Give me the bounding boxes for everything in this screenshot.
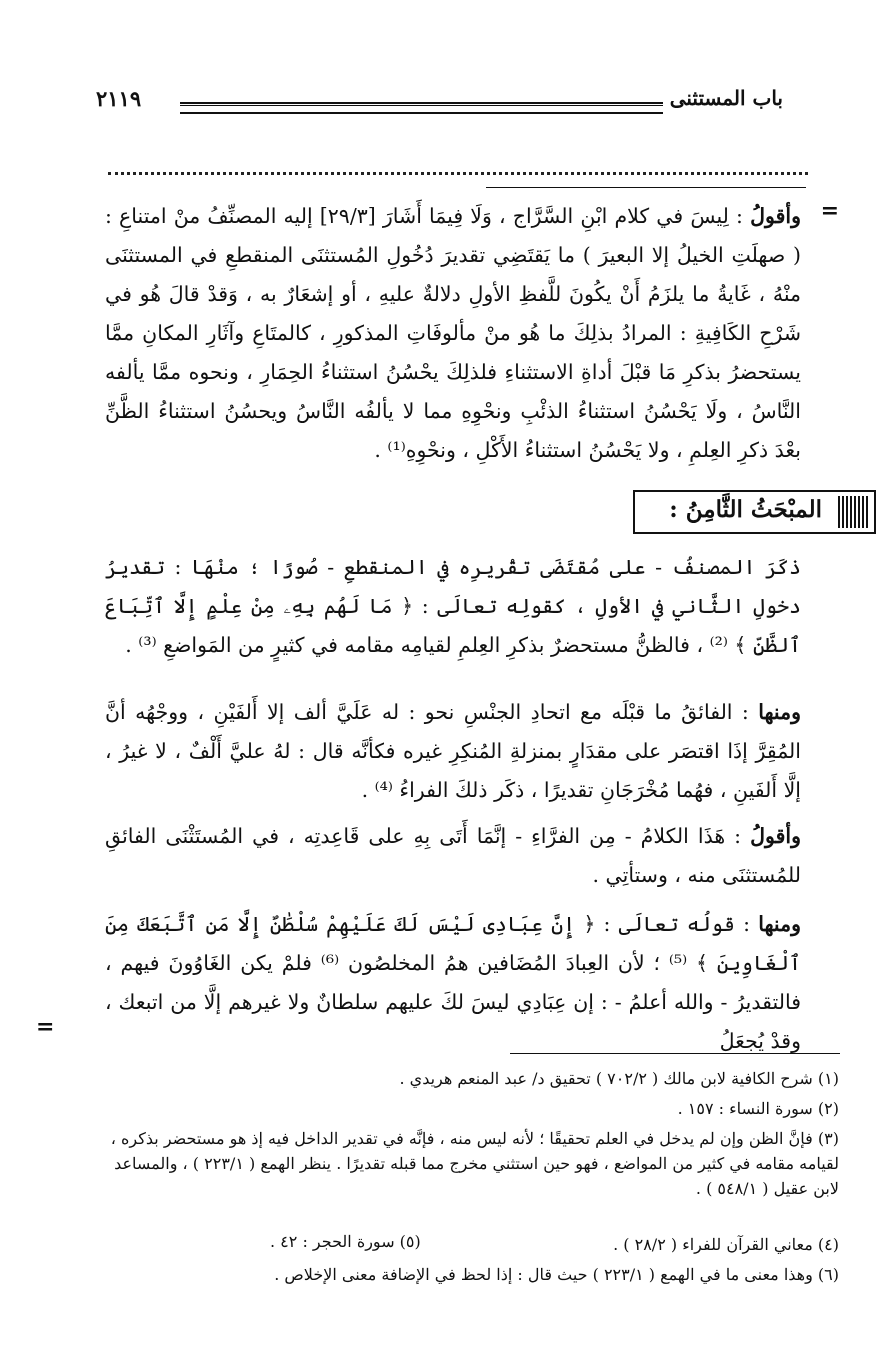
footnote-4: (٤) معاني القرآن للفراء ( ٢٨/٢ ) .: [613, 1235, 839, 1254]
page-number: ٢١١٩: [96, 86, 142, 111]
header-rule: [180, 102, 663, 114]
continuation-mark-end: =: [36, 1014, 55, 1040]
paragraph-text: : هَذَا الكلامُ - مِن الفرَّاءِ - إنَّمَا أَتَى بِهِ على قَاعِدتِه ، في المُستَثْنَى الفائقِ للمُستثنَى منه ، وستأتِي .: [105, 824, 801, 887]
footnote-1: (١) شرح الكافية لابن مالك ( ٧٠٢/٢ ) تحقيق د/ عبد المنعم هريدي .: [399, 1069, 839, 1088]
footnote-2: (٢) سورة النساء : ١٥٧ .: [677, 1099, 839, 1118]
section-heading: المبْحَثُ الثَّامِنُ :: [669, 496, 822, 523]
footnote-6: (٦) وهذا معنى ما في الهمع ( ٢٢٣/١ ) حيث قال : إذا لحظ في الإضافة معنى الإخلاص .: [274, 1265, 839, 1284]
paragraph-text: : قولُه تعالَى : ﴿ إِنَّ عِبَادِى لَيْسَ لَكَ عَلَيْهِمْ سُلْطَٰنٌ إِلَّا مَنِ ٱتَّبَعَكَ مِنَ ٱلْغَاوِينَ ﴾ ⁽⁵⁾ ؛ لأن العِبادَ المُضَافين همُ المخلصُون ⁽⁶⁾ فلمْ يكن الغَاوُونَ فيهم ، فالتقديرُ - والله أعلمُ - : إن عِبَادِي ليسَ لكَ عليهم سلطانٌ ولا غيرهم إلَّا من اتبعك ، وقدْ يُجعَلُ: [105, 912, 801, 1053]
paragraph-1: [105, 197, 801, 470]
paragraph-text: ذكَرَ المصنفُ - على مُقتَضَى تقْريرِه في المنقطعِ - صُورًا ؛ منْهَا : تقديرُ دخولِ الثَّاني في الأولِ ، كقولِه تعالَى : ﴿ مَا لَهُم بِهِۦ مِنْ عِلْمٍ إِلَّا ٱتِّبَاعَ ٱلظَّنِّ ﴾ ⁽²⁾ ، فالظنُّ مستحضرٌ بذكرِ العِلمِ لقيامِه مقامه في كثيرٍ من المَواضعِ ⁽³⁾ .: [105, 555, 801, 657]
paragraph-text: : الفائقُ ما قبْلَه مع اتحادِ الجنْسِ نحو : له عَلَيَّ ألف إلا أَلفَيْنِ ، ووجْهُه أنَّ المُقِرَّ إذَا اقتصَر على مقدَارٍ بمنزلةِ المُنكِرِ غيره فكأنَّه قال : لهُ عليَّ أَلْفٌ ، لا غيرُ ، إلَّا أَلفَينِ ، فهُما مُخْرَجَانِ تقديرًا ، ذكَر ذلكَ الفراءُ ⁽⁴⁾ .: [105, 700, 801, 802]
footnote-rule: [510, 1053, 840, 1054]
paragraph-5: [105, 905, 801, 1061]
paragraph-text: : لِيسَ في كلام ابْنِ السَّرَّاج ، وَلَا فِيمَا أَشَارَ [٢٩/٣] إليه المصنِّفُ منْ امتناعِ : ( صهلَتِ الخيلُ إلا البعيرَ ) ما يَقتَضِي تقديرَ دُخُولِ المُستثنَى المنقطعِ في المستثنَى منْهُ ، غَايةُ ما يلزَمُ أَنْ يكُونَ للَّفظِ الأولِ دلالةٌ عليهِ ، أو إشعَارٌ به ، وَقدْ قالَ هُو في شَرْحِ الكَافِيةِ : المرادُ بذلِكَ ما هُو منْ مألوفَاتِ المذكورِ ، كالمتَاعِ وآثَارِ المكانِ ممَّا يستحضرُ بذكرِ مَا قبْلَ أداةِ الاستثناءِ فلذلِكَ يحْسُنُ استثناءُ الحِمَارِ ، ونحوه ممَّا يألفه النَّاسُ ، ولَا يَحْسُنُ استثناءُ الذئْبِ ونحْوِهِ مما لا يألفُه النَّاسُ ويحسُنُ استثناءُ الظَّنِّ بعْدَ ذكرِ العِلمِ ، ولا يَحْسُنُ استثناءُ الأَكْلِ ، ونحْوِهِ⁽¹⁾ .: [105, 204, 801, 462]
continuation-mark-start: =: [820, 198, 839, 224]
running-header: [96, 84, 783, 124]
paragraph-2: [105, 548, 801, 665]
paragraph-lead: وأقولُ: [750, 824, 801, 848]
section-heading-box: [633, 490, 876, 534]
dotted-separator: [108, 172, 808, 175]
footnote-5: (٥) سورة الحجر : ٤٢ .: [270, 1232, 421, 1251]
footnote-3: (٣) فإنَّ الظن وإن لم يدخل في العلم تحقيقًا ؛ لأنه ليس منه ، فإنَّه في تقدير الداخل فيه إذ هو مستحضر بذكره ، لقيامه مقامه في كثير من المواضع ، فهو حين استثني مخرج مما قبله تقديرًا . ينظر الهمع ( ٢٢٣/١ ) ، والمساعد لابن عقيل ( ٥٤٨/١ ) .: [110, 1129, 839, 1198]
paragraph-4: [105, 817, 801, 895]
chapter-title: باب المستثنى: [669, 86, 783, 110]
paragraph-lead: وأقولُ: [750, 204, 801, 228]
heading-ornament: [838, 496, 870, 528]
paragraph-lead: ومنها: [758, 912, 801, 936]
short-rule: [486, 187, 806, 188]
paragraph-lead: ومنها: [758, 700, 801, 724]
paragraph-3: [105, 693, 801, 810]
